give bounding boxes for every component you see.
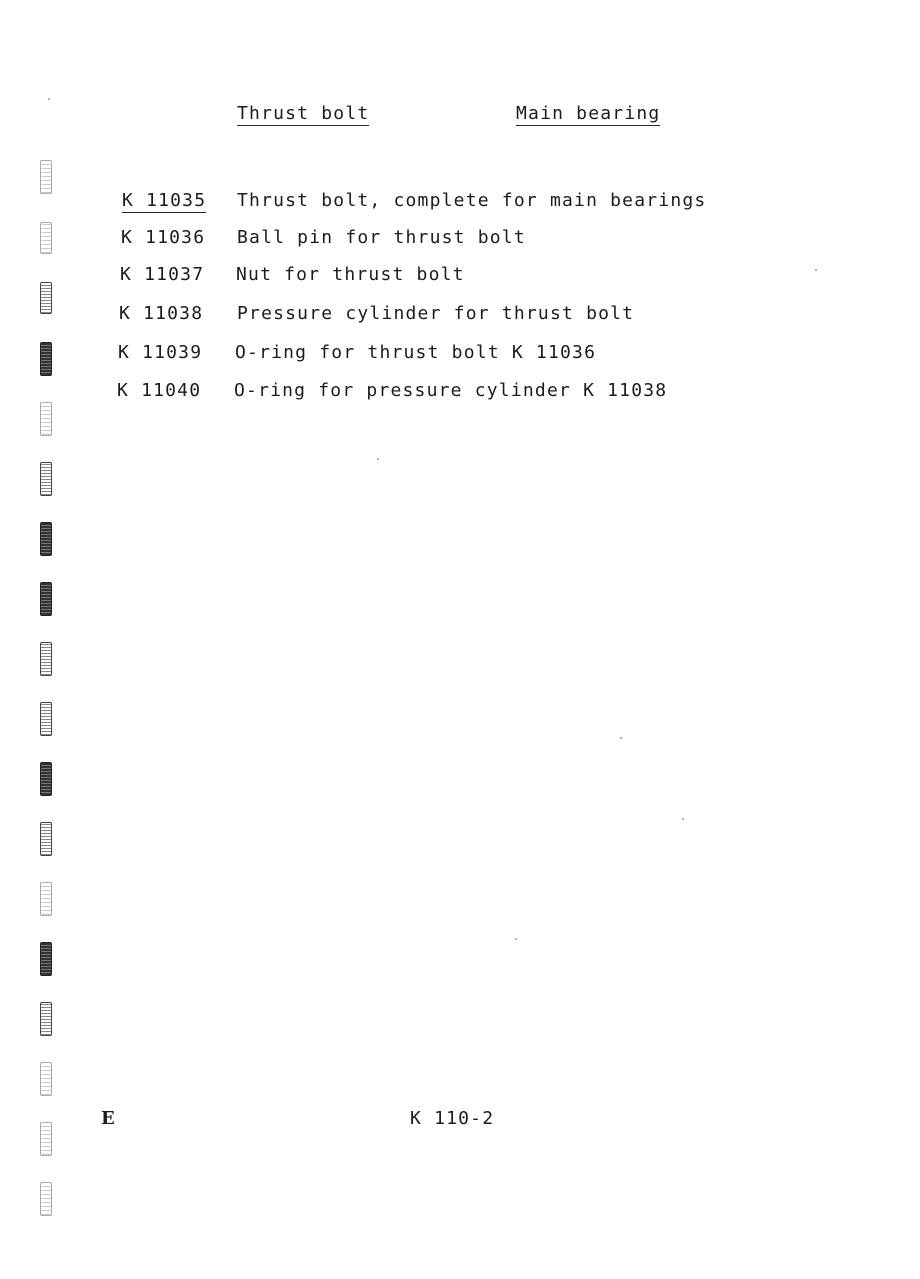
scan-speck <box>620 737 622 739</box>
part-number: K 11037 <box>120 264 205 285</box>
list-item <box>0 303 920 329</box>
list-item <box>0 380 920 406</box>
part-number: K 11039 <box>118 342 203 363</box>
binding-hole <box>40 1122 52 1156</box>
binding-hole <box>40 1182 52 1216</box>
binding-hole <box>40 822 52 856</box>
scan-speck <box>515 938 517 940</box>
part-description: Pressure cylinder for thrust bolt <box>237 303 635 324</box>
binding-hole <box>40 702 52 736</box>
binding-hole <box>40 942 52 976</box>
list-item <box>0 227 920 253</box>
binding-hole <box>40 402 52 436</box>
scan-speck <box>48 98 50 100</box>
language-code: E <box>101 1108 115 1129</box>
part-number: K 11035 <box>122 190 207 211</box>
part-description: O-ring for thrust bolt K 11036 <box>235 342 597 363</box>
part-description: Nut for thrust bolt <box>236 264 465 285</box>
binding-hole <box>40 1062 52 1096</box>
part-description: O-ring for pressure cylinder K 11038 <box>234 380 668 401</box>
binding-hole <box>40 522 52 556</box>
part-number: K 11036 <box>121 227 206 248</box>
binding-hole <box>40 642 52 676</box>
binding-hole <box>40 762 52 796</box>
scan-speck <box>682 818 684 820</box>
list-item <box>0 342 920 368</box>
scan-speck <box>377 458 379 460</box>
binding-hole <box>40 160 52 194</box>
part-number: K 11040 <box>117 380 202 401</box>
page-reference: K 110-2 <box>410 1108 495 1129</box>
binding-hole <box>40 882 52 916</box>
part-description: Thrust bolt, complete for main bearings <box>237 190 707 211</box>
list-item <box>0 190 920 216</box>
part-description: Ball pin for thrust bolt <box>237 227 526 248</box>
section-heading-main-bearing: Main bearing <box>516 103 661 124</box>
list-item <box>0 264 920 290</box>
part-number: K 11038 <box>119 303 204 324</box>
binding-hole <box>40 1002 52 1036</box>
binding-hole <box>40 462 52 496</box>
section-heading-thrust-bolt: Thrust bolt <box>237 103 370 124</box>
binding-hole <box>40 582 52 616</box>
